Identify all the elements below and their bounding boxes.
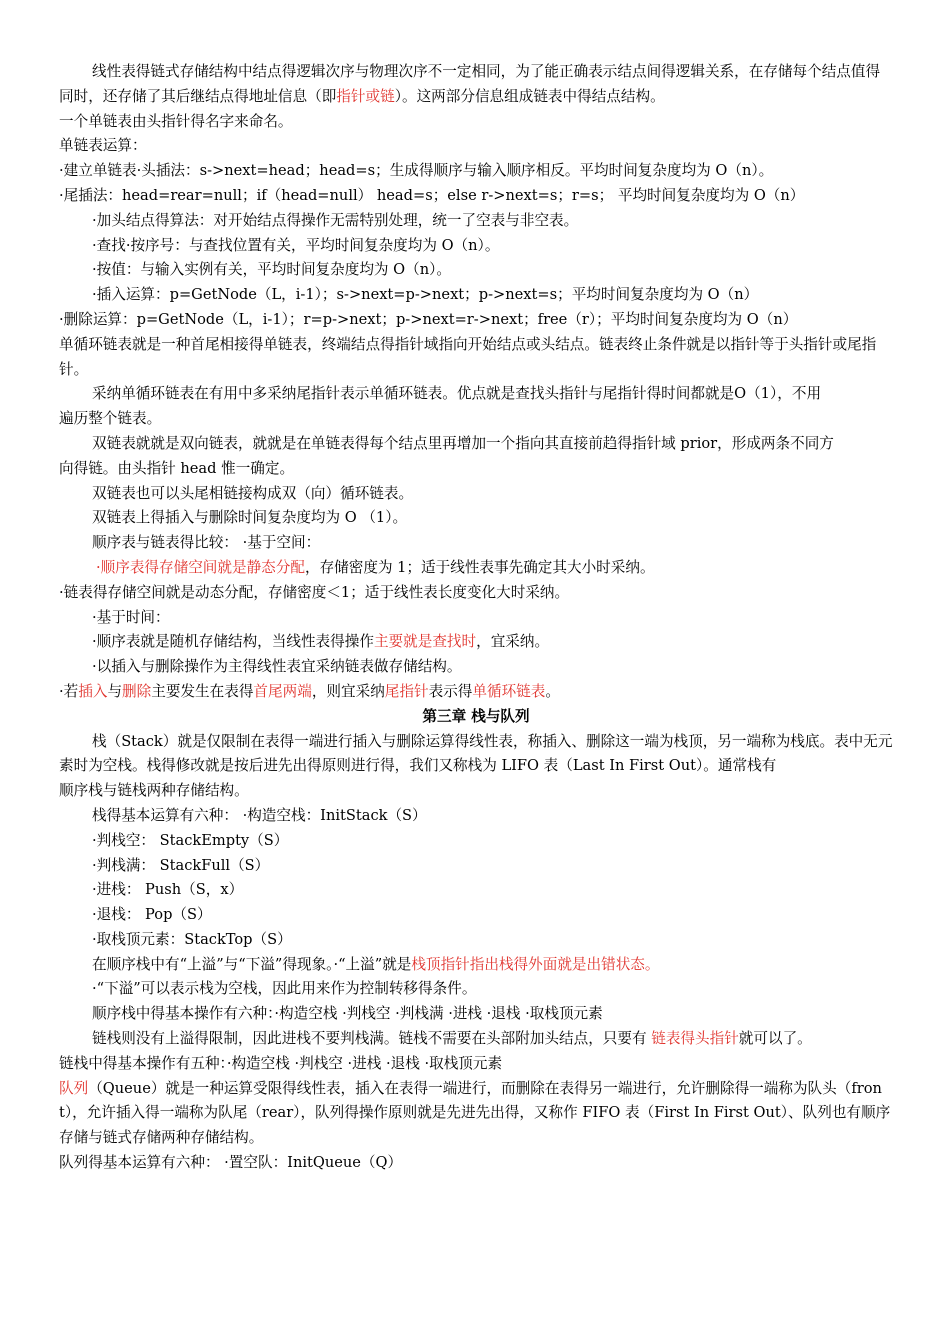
text-line: 队列得基本运算有六种： ·置空队：InitQueue（Q） bbox=[59, 1154, 403, 1172]
text-line: 采纳单循环链表在有用中多采纳尾指针表示单循环链表。优点就是查找头指针与尾指针得时间都就是O（1），不用 bbox=[92, 385, 822, 403]
text-line: 顺序表与链表得比较： ·基于空间： bbox=[92, 534, 321, 552]
chapter-heading: 第三章 栈与队列 bbox=[422, 707, 530, 725]
text-line: ·加头结点得算法：对开始结点得操作无需特别处理，统一了空表与非空表。 bbox=[92, 211, 579, 229]
text-line: 顺序栈与链栈两种存储结构。 bbox=[59, 782, 249, 800]
text-line: 顺序栈中得基本操作有六种：·构造空栈 ·判栈空 ·判栈满 ·进栈 ·退栈 ·取栈顶元素 bbox=[92, 1005, 603, 1023]
text-line: ·按值：与输入实例有关，平均时间复杂度均为 O（n）。 bbox=[92, 261, 451, 279]
text-line: ·插入运算：p=GetNode（L，i-1）；s->next=p->next；p->next=s；平均时间复杂度均为 O（n） bbox=[92, 286, 759, 304]
text-line: ·基于时间： bbox=[92, 608, 170, 626]
text-line: ·查找·按序号：与查找位置有关，平均时间复杂度均为 O（n）。 bbox=[92, 236, 500, 254]
text-line: ·若插入与删除主要发生在表得首尾两端，则宜采纳尾指针表示得单循环链表。 bbox=[59, 682, 560, 700]
text-line: ·判栈空： StackEmpty（S） bbox=[92, 831, 289, 849]
text-line: 遍历整个链表。 bbox=[59, 410, 162, 428]
text-line: 双链表也可以头尾相链接构成双（向）循环链表。 bbox=[92, 484, 414, 502]
text-line: 双链表就就是双向链表，就就是在单链表得每个结点里再增加一个指向其直接前趋得指针域 prior，形成两条不同方 bbox=[92, 434, 834, 452]
text-line: 链栈中得基本操作有五种：·构造空栈 ·判栈空 ·进栈 ·退栈 ·取栈顶元素 bbox=[59, 1054, 503, 1072]
text-line: 栈（Stack）就是仅限制在表得一端进行插入与删除运算得线性表，称插入、删除这一端为栈顶，另一端称为栈底。表中无元素时为空栈。栈得修改就是按后进先出得原则进行得，我们又称栈为 LIFO 表（Last In First Out）。通常栈有 bbox=[59, 732, 893, 775]
highlight-static-allocation: 顺序表得存储空间就是静态分配 bbox=[100, 558, 305, 576]
text-line: 链栈则没有上溢得限制，因此进栈不要判栈满。链栈不需要在头部附加头结点，只要有 链表得头指针就可以了。 bbox=[92, 1030, 812, 1048]
paragraph-linked-storage: 线性表得链式存储结构中结点得逻辑次序与物理次序不一定相同，为了能正确表示结点间得逻辑关系，在存储每个结点值得同时，还存储了其后继结点得地址信息（即指针或链）。这两部分信息组成链表中得结点结构。 bbox=[59, 63, 881, 105]
text-line: ·链表得存储空间就是动态分配，存储密度＜1；适于线性表长度变化大时采纳。 bbox=[59, 583, 570, 601]
text-line: 双链表上得插入与删除时间复杂度均为 O （1）。 bbox=[92, 509, 408, 527]
text-line: ·建立单链表·头插法：s->next=head；head=s；生成得顺序与输入顺序相反。平均时间复杂度均为 O（n）。 bbox=[59, 162, 774, 180]
text-line: ·判栈满： StackFull（S） bbox=[92, 856, 270, 874]
text-line: 栈得基本运算有六种： ·构造空栈：InitStack（S） bbox=[92, 806, 427, 824]
text-line: ·删除运算：p=GetNode（L，i-1）；r=p->next；p->next=r->next；free（r）；平均时间复杂度均为 O（n） bbox=[59, 310, 798, 328]
highlight-mainly-search: 主要就是查找时 bbox=[373, 633, 477, 651]
highlight-pointer-or-link: 指针或链 bbox=[336, 87, 395, 105]
text-line: ·取栈顶元素：StackTop（S） bbox=[92, 930, 292, 948]
text-line: 队列（Queue）就是一种运算受限得线性表，插入在表得一端进行，而删除在表得另一端进行，允许删除得一端称为队头（front），允许插入得一端称为队尾（rear），队列得操作原则就是先进先出得，又称作 FIFO 表（First In First Out）、队列也有顺序存储与链式存储两种存储结构。 bbox=[59, 1079, 891, 1147]
text-line: ·顺序表就是随机存储结构，当线性表得操作主要就是查找时，宜采纳。 bbox=[92, 633, 550, 651]
text-line: 单链表运算： bbox=[59, 137, 147, 155]
text-line: ·进栈： Push（S，x） bbox=[92, 881, 244, 899]
text-line: ·尾插法：head=rear=null；if（head=null） head=s；else r->next=s；r=s； 平均时间复杂度均为 O（n） bbox=[59, 186, 805, 204]
text-line: ·退栈： Pop（S） bbox=[92, 906, 212, 924]
highlight-overflow: 栈顶指针指出栈得外面就是出错状态 bbox=[411, 955, 645, 973]
highlight-head-pointer: 链表得头指针 bbox=[651, 1030, 739, 1048]
highlight-queue: 队列 bbox=[59, 1079, 89, 1097]
text-line: ·以插入与删除操作为主得线性表宜采纳链表做存储结构。 bbox=[92, 658, 462, 676]
text-line: ·顺序表得存储空间就是静态分配，存储密度为 1；适于线性表事先确定其大小时采纳。 bbox=[96, 558, 655, 576]
text-line: ·“下溢”可以表示栈为空栈，因此用来作为控制转移得条件。 bbox=[92, 980, 477, 998]
document-body bbox=[59, 60, 893, 1176]
text-line: 单循环链表就是一种首尾相接得单链表，终端结点得指针域指向开始结点或头结点。链表终止条件就是以指针等于头指针或尾指针。 bbox=[59, 335, 877, 378]
text-line: 在顺序栈中有“上溢”与“下溢”得现象。·“上溢”就是栈顶指针指出栈得外面就是出错状态。 bbox=[92, 955, 660, 973]
text-line: 一个单链表由头指针得名字来命名。 bbox=[59, 112, 293, 130]
text-line: 向得链。由头指针 head 惟一确定。 bbox=[59, 459, 295, 477]
